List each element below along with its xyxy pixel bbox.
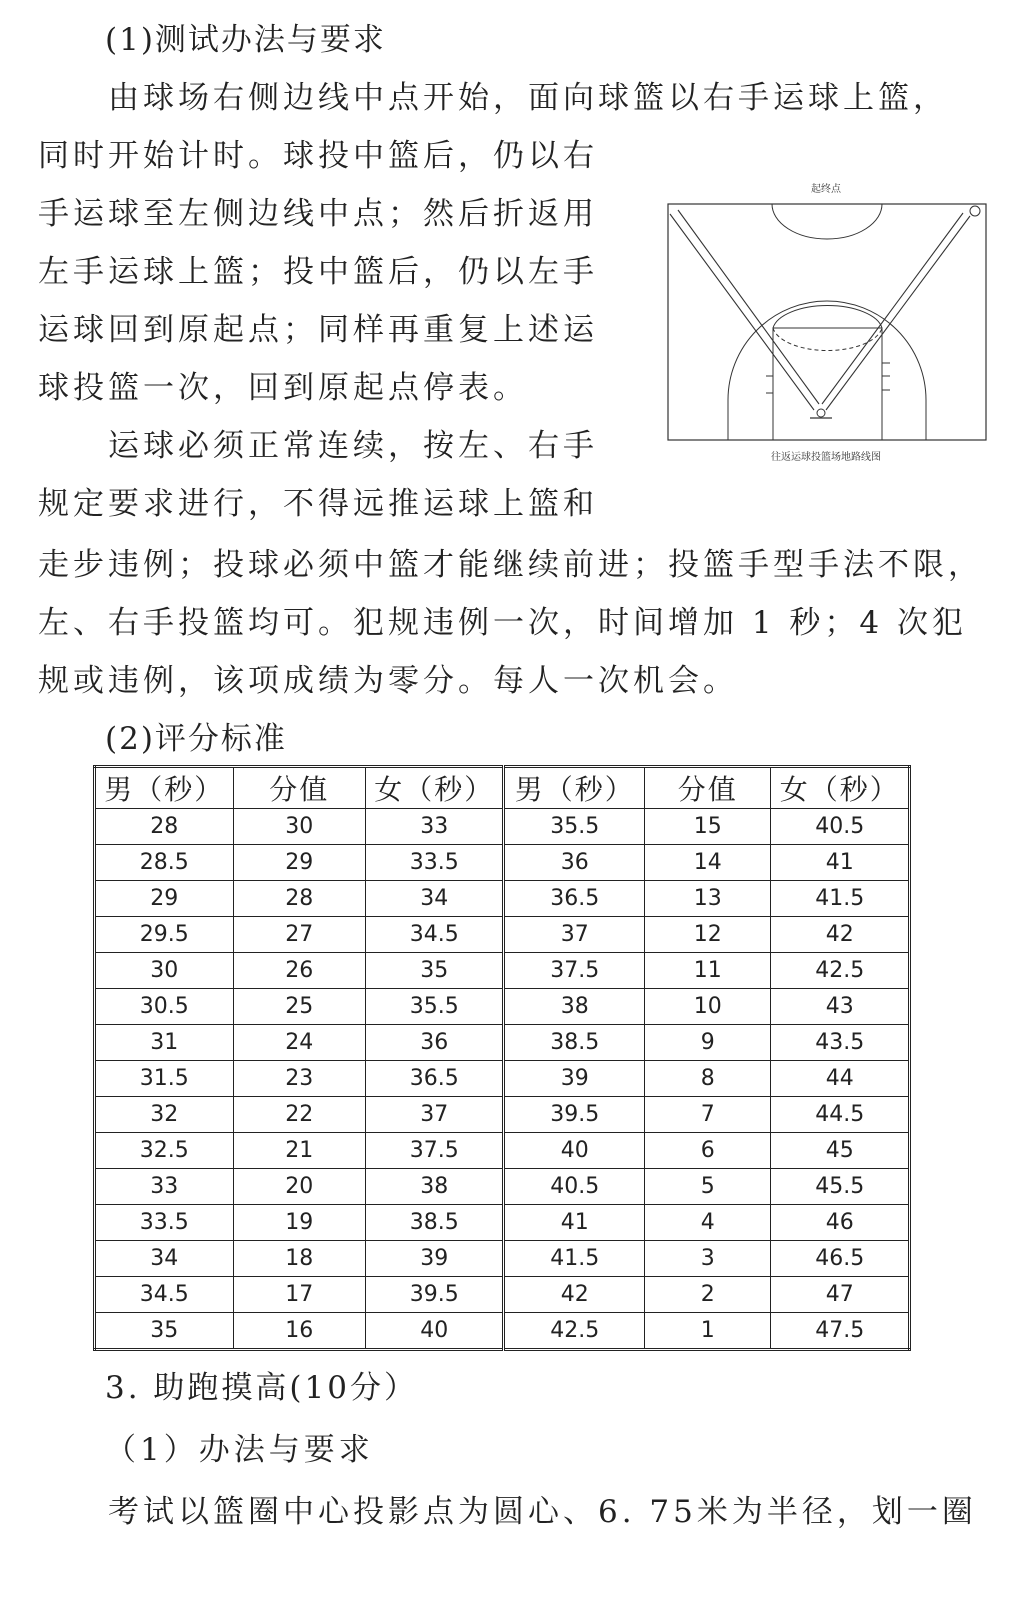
route-line-right [822,213,963,404]
table-cell: 40 [365,1313,504,1350]
table-cell: 10 [645,989,771,1025]
table-row [95,917,910,953]
table-cell: 12 [645,917,771,953]
table-cell: 46.5 [771,1241,910,1277]
table-cell: 17 [233,1277,365,1313]
table-cell: 15 [645,809,771,845]
table-cell: 4 [645,1205,771,1241]
route-line-right [826,216,970,410]
table-cell: 41.5 [771,881,910,917]
table-cell: 30 [95,953,234,989]
paragraph-line: 同时开始计时。球投中篮后，仍以右 [38,138,598,174]
table-cell: 34 [95,1241,234,1277]
table-cell: 43.5 [771,1025,910,1061]
table-row [95,953,910,989]
table-cell: 28 [233,881,365,917]
table-cell: 29 [233,845,365,881]
table-cell: 26 [233,953,365,989]
table-cell: 30.5 [95,989,234,1025]
table-row [95,989,910,1025]
table-cell: 9 [645,1025,771,1061]
basket-ring [817,409,825,417]
paragraph-line: 由球场右侧边线中点开始，面向球篮以右手运球上篮， [108,80,948,116]
table-cell: 42 [771,917,910,953]
table-cell: 39.5 [365,1277,504,1313]
diagram-caption: 往返运球投篮场地路线图 [771,452,881,463]
table-cell: 42.5 [504,1313,645,1350]
table-cell: 42.5 [771,953,910,989]
table-row [95,1097,910,1133]
table-cell: 18 [233,1241,365,1277]
table-cell: 37.5 [365,1133,504,1169]
table-cell: 31 [95,1025,234,1061]
scoring-table [93,765,911,1351]
table-cell: 32.5 [95,1133,234,1169]
subheading-method-requirements: （1）办法与要求 [105,1432,374,1468]
table-cell: 33.5 [95,1205,234,1241]
route-line-left [678,210,819,404]
table-cell: 44 [771,1061,910,1097]
table-cell: 35.5 [365,989,504,1025]
paragraph-line: 规或违例，该项成绩为零分。每人一次机会。 [38,663,738,699]
table-cell: 24 [233,1025,365,1061]
table-cell: 2 [645,1277,771,1313]
table-row [95,1169,910,1205]
table-cell: 25 [233,989,365,1025]
table-header-cell: 分值 [645,767,771,809]
table-header-cell: 男（秒） [504,767,645,809]
table-cell: 41.5 [504,1241,645,1277]
table-cell: 29.5 [95,917,234,953]
paragraph-line: 运球必须正常连续，按左、右手 [108,428,598,464]
table-cell: 33.5 [365,845,504,881]
paragraph-line: 球投篮一次，回到原起点停表。 [38,370,528,406]
section-heading-run-up-touch-height: 3. 助跑摸高(10分） [105,1370,418,1406]
section-heading-test-method: (1)测试办法与要求 [105,22,386,58]
table-row [95,809,910,845]
table-cell: 14 [645,845,771,881]
table-cell: 37.5 [504,953,645,989]
table-cell: 41 [771,845,910,881]
table-cell: 47 [771,1277,910,1313]
table-cell: 3 [645,1241,771,1277]
table-cell: 42 [504,1277,645,1313]
table-cell: 35 [95,1313,234,1350]
table-cell: 27 [233,917,365,953]
table-cell: 36 [504,845,645,881]
paragraph-line: 运球回到原起点；同样再重复上述运 [38,312,598,348]
table-cell: 45 [771,1133,910,1169]
start-end-point-marker [970,206,980,216]
table-cell: 34.5 [95,1277,234,1313]
table-cell: 38 [365,1169,504,1205]
table-cell: 46 [771,1205,910,1241]
paragraph-line: 手运球至左侧边线中点；然后折返用 [38,196,598,232]
table-cell: 34.5 [365,917,504,953]
paragraph-line: 左手运球上篮；投中篮后，仍以左手 [38,254,598,290]
table-row [95,1241,910,1277]
table-cell: 31.5 [95,1061,234,1097]
table-cell: 39 [504,1061,645,1097]
table-cell: 38.5 [504,1025,645,1061]
court-diagram-svg [664,178,989,468]
scoring-table-body [95,809,910,1350]
table-cell: 32 [95,1097,234,1133]
table-cell: 43 [771,989,910,1025]
center-circle-arc [772,204,882,239]
table-header-cell: 分值 [233,767,365,809]
table-cell: 7 [645,1097,771,1133]
table-cell: 35.5 [504,809,645,845]
table-cell: 5 [645,1169,771,1205]
paragraph-line: 左、右手投篮均可。犯规违例一次，时间增加 1 秒；4 次犯 [38,605,968,641]
table-cell: 36.5 [365,1061,504,1097]
court-route-diagram [664,178,989,468]
table-cell: 11 [645,953,771,989]
table-cell: 39 [365,1241,504,1277]
table-cell: 34 [365,881,504,917]
table-row [95,1061,910,1097]
table-cell: 40.5 [771,809,910,845]
table-cell: 22 [233,1097,365,1133]
table-row [95,1025,910,1061]
table-cell: 40 [504,1133,645,1169]
table-header-cell: 男（秒） [95,767,234,809]
table-cell: 47.5 [771,1313,910,1350]
table-header-cell: 女（秒） [771,767,910,809]
table-row [95,1313,910,1350]
table-header-row [95,767,910,809]
table-row [95,1205,910,1241]
table-cell: 45.5 [771,1169,910,1205]
table-row [95,1133,910,1169]
table-cell: 38.5 [365,1205,504,1241]
table-cell: 44.5 [771,1097,910,1133]
paragraph-line: 考试以篮圈中心投影点为圆心、6. 75米为半径，划一圈 [108,1494,977,1530]
table-cell: 37 [365,1097,504,1133]
table-cell: 29 [95,881,234,917]
table-cell: 16 [233,1313,365,1350]
start-end-point-label: 起终点 [811,184,841,195]
table-cell: 36.5 [504,881,645,917]
table-row [95,881,910,917]
table-cell: 19 [233,1205,365,1241]
table-cell: 21 [233,1133,365,1169]
table-cell: 28 [95,809,234,845]
table-cell: 6 [645,1133,771,1169]
table-header-cell: 女（秒） [365,767,504,809]
section-heading-scoring: (2)评分标准 [105,721,287,757]
table-cell: 38 [504,989,645,1025]
table-cell: 30 [233,809,365,845]
table-cell: 40.5 [504,1169,645,1205]
three-point-arc [728,301,926,440]
table-cell: 8 [645,1061,771,1097]
table-cell: 13 [645,881,771,917]
table-cell: 36 [365,1025,504,1061]
table-cell: 33 [365,809,504,845]
table-cell: 37 [504,917,645,953]
table-cell: 33 [95,1169,234,1205]
table-row [95,845,910,881]
table-cell: 20 [233,1169,365,1205]
table-row [95,1277,910,1313]
table-cell: 1 [645,1313,771,1350]
table-cell: 35 [365,953,504,989]
table-cell: 39.5 [504,1097,645,1133]
free-throw-arc-dashed [773,328,882,351]
table-cell: 41 [504,1205,645,1241]
table-cell: 28.5 [95,845,234,881]
paragraph-line: 走步违例；投球必须中篮才能继续前进；投篮手型手法不限， [38,547,983,583]
table-cell: 23 [233,1061,365,1097]
paragraph-line: 规定要求进行，不得远推运球上篮和 [38,486,598,522]
